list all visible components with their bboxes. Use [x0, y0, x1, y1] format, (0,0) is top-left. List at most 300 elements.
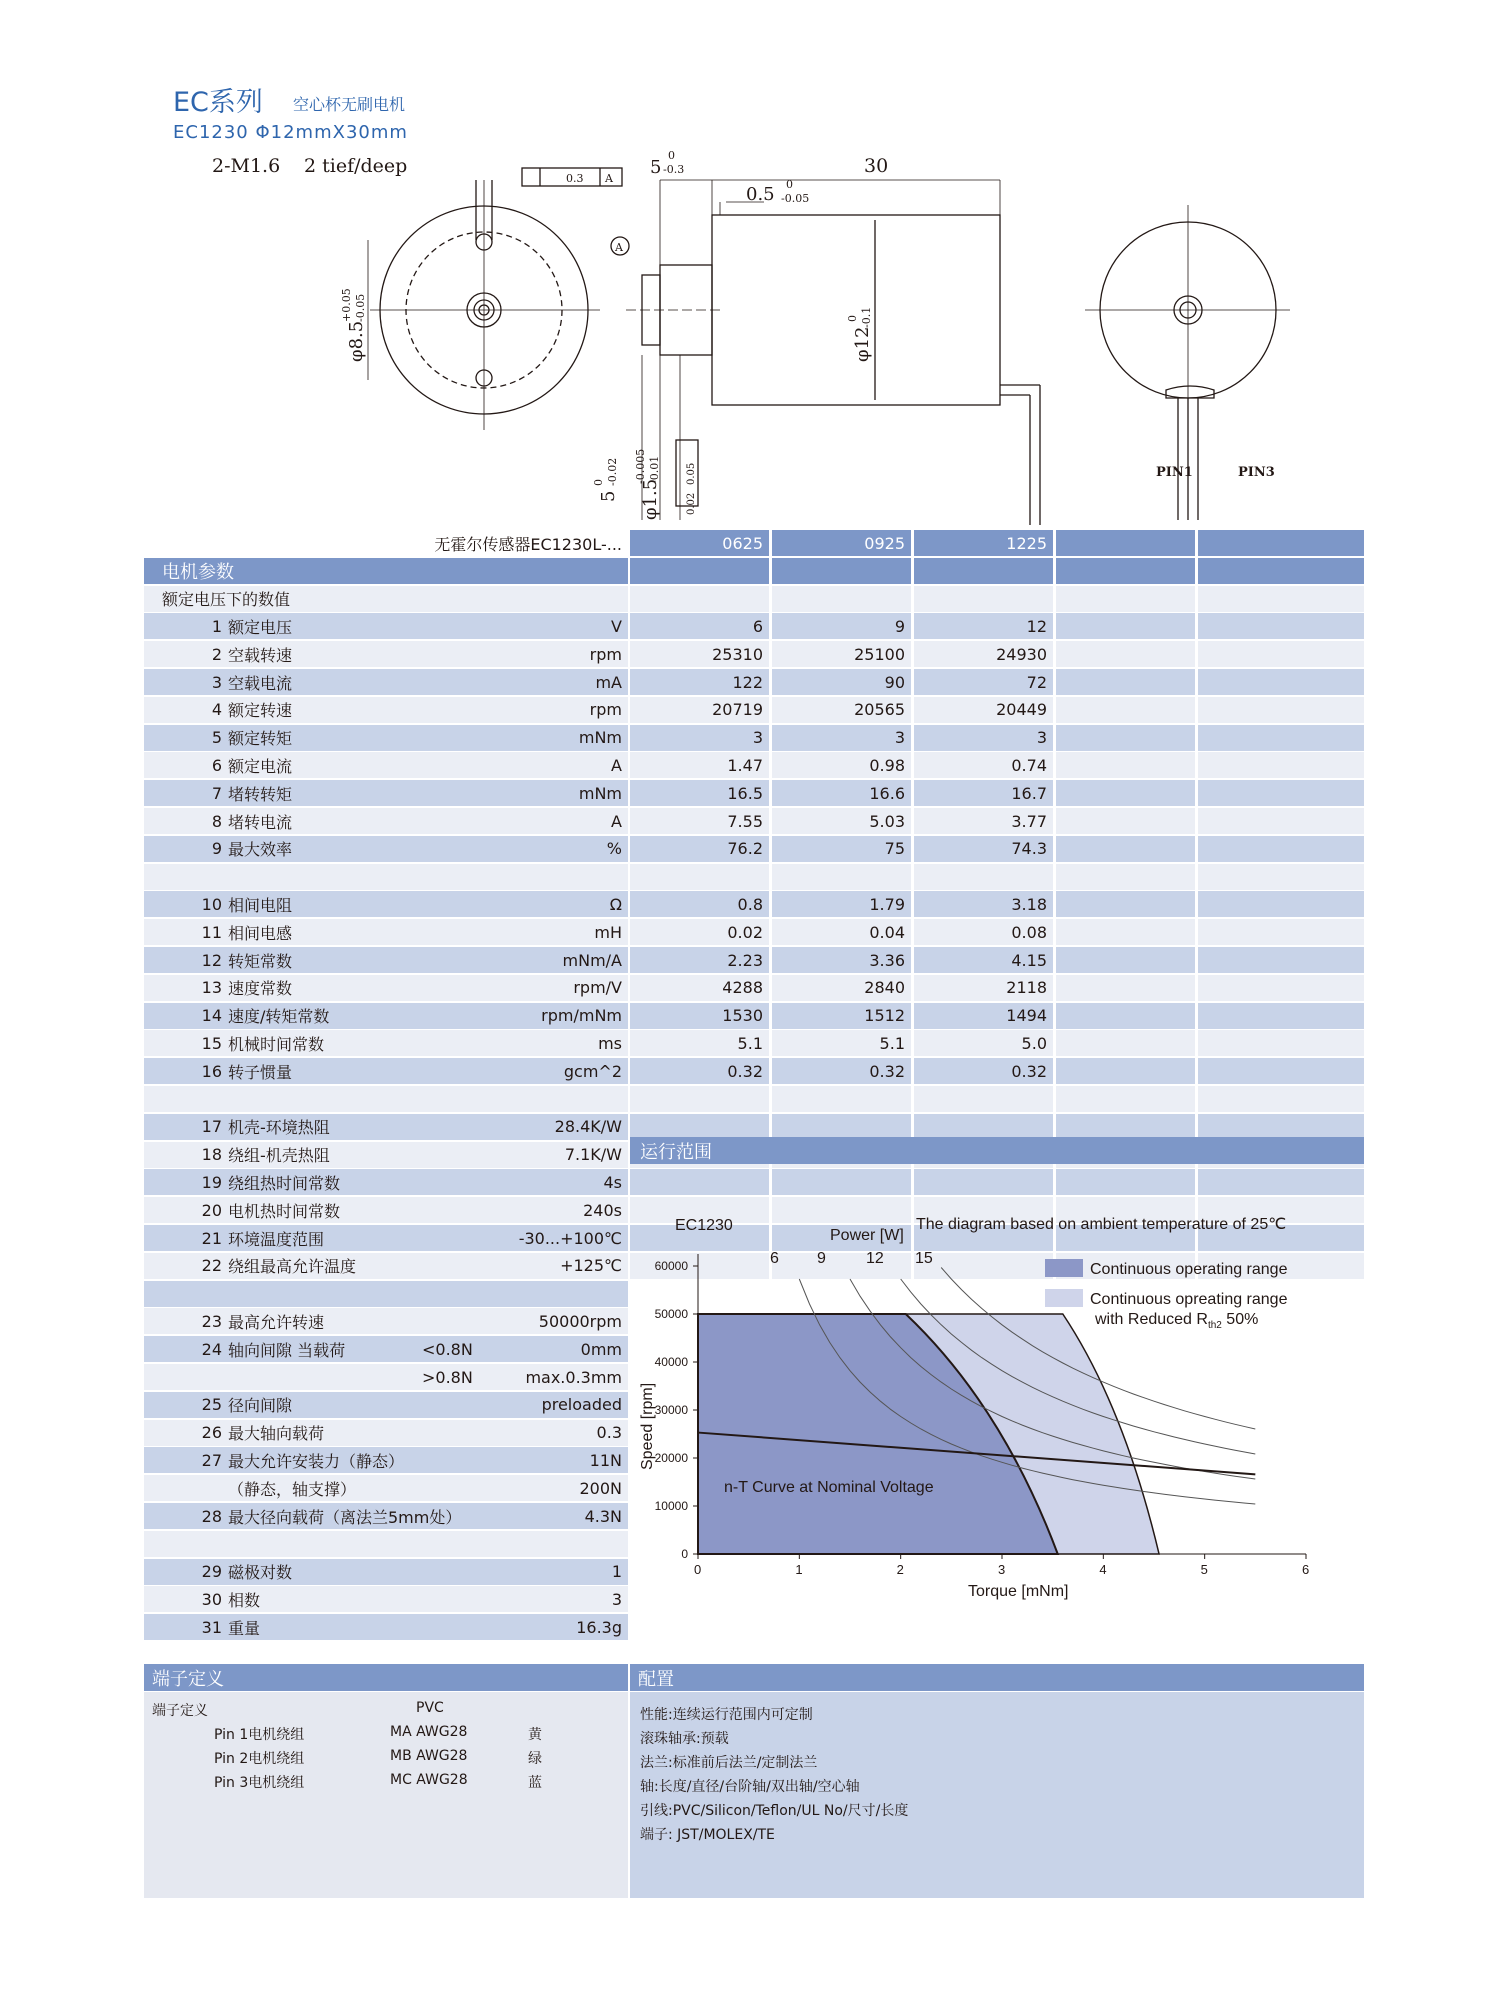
- value-cell: [630, 891, 769, 917]
- value-cell: [914, 975, 1053, 1001]
- column-header: [1198, 530, 1364, 556]
- y-tick-label: 0: [681, 1547, 688, 1561]
- spacer-row: [144, 1086, 1364, 1114]
- param-name: 额定转矩: [228, 729, 293, 749]
- value-cell: [1198, 780, 1364, 806]
- param-number: 20: [201, 1200, 222, 1220]
- param-name: （静态，轴支撑）: [228, 1479, 357, 1499]
- terminal-row: [144, 1772, 628, 1796]
- param-value: 2840: [864, 978, 905, 998]
- table-header-row: [144, 530, 1364, 558]
- param-value: 3.36: [869, 950, 905, 970]
- terminals-panel: [144, 1692, 628, 1898]
- param-number: 23: [201, 1311, 222, 1331]
- param-label-cell: [144, 752, 628, 778]
- param-number: 1: [211, 616, 222, 636]
- value-cell: [772, 1003, 911, 1029]
- param-label-cell: [144, 1447, 628, 1473]
- value-cell: [914, 641, 1053, 667]
- param-value: 0.02: [727, 922, 763, 942]
- datum-label: A: [605, 172, 613, 185]
- param-name: 相数: [228, 1590, 261, 1610]
- param-unit: rpm/V: [573, 978, 622, 998]
- param-value: preloaded: [541, 1395, 622, 1415]
- value-cell: [772, 947, 911, 973]
- param-number: 9: [211, 839, 222, 859]
- param-number: 18: [201, 1145, 222, 1165]
- param-value: 3: [611, 1589, 622, 1609]
- value-cell: [1198, 641, 1364, 667]
- thread-note: 2-M1.6: [212, 155, 281, 177]
- terminals-header: 端子定义: [144, 1664, 628, 1691]
- value-cell: [772, 1086, 911, 1112]
- datum-circle-label: A: [615, 241, 623, 254]
- column-header: [630, 530, 769, 556]
- value-cell: [630, 558, 769, 584]
- param-value: 25100: [854, 644, 905, 664]
- terminal-wire: MC AWG28: [390, 1772, 468, 1788]
- legend-reduced-text: with Reduced R: [1095, 1311, 1208, 1328]
- param-label-cell: [144, 1003, 628, 1029]
- value-cell: [1198, 697, 1364, 723]
- dim-dia12-tol-lower: -0.1: [860, 306, 873, 328]
- value-cell: [630, 1030, 769, 1056]
- param-value: 1: [611, 1562, 622, 1582]
- value-cell: [630, 836, 769, 862]
- param-label-cell: [144, 808, 628, 834]
- param-value: 50000rpm: [538, 1311, 622, 1331]
- column-header-label: 0925: [864, 533, 905, 553]
- table-row: [144, 919, 1364, 947]
- param-name: 空载电流: [228, 673, 293, 693]
- param-name: 轴向间隙 当载荷: [228, 1340, 346, 1360]
- value-cell: [772, 641, 911, 667]
- param-value: 0.08: [1011, 922, 1047, 942]
- param-unit: A: [611, 755, 622, 775]
- param-value: +125℃: [560, 1256, 622, 1276]
- param-value: 1494: [1006, 1006, 1047, 1026]
- operating-range-chart: [630, 1170, 1364, 1610]
- param-label-cell: [144, 1030, 628, 1056]
- param-name: 绕组热时间常数: [228, 1173, 341, 1193]
- param-value: 28.4K/W: [554, 1117, 622, 1137]
- param-value: 74.3: [1011, 839, 1047, 859]
- param-name: 额定电流: [228, 756, 293, 776]
- value-cell: [630, 752, 769, 778]
- terminals-title-row: [144, 1700, 628, 1724]
- param-name: 最高允许转速: [228, 1312, 325, 1332]
- section-label-cell: [144, 558, 628, 584]
- value-cell: [914, 808, 1053, 834]
- x-tick-label: 6: [1302, 1562, 1310, 1577]
- value-cell: [772, 613, 911, 639]
- value-cell: [630, 975, 769, 1001]
- param-value: 5.0: [1021, 1033, 1047, 1053]
- param-label-cell: [144, 613, 628, 639]
- param-number: 24: [201, 1339, 222, 1359]
- param-label-cell: [144, 1142, 628, 1168]
- param-name: 最大效率: [228, 840, 293, 860]
- param-name: 绕组-机壳热阻: [228, 1146, 330, 1166]
- value-cell: [914, 1003, 1053, 1029]
- table-row: [144, 1058, 1364, 1086]
- param-value: 0.32: [1011, 1061, 1047, 1081]
- value-cell: [630, 780, 769, 806]
- param-label-cell: [144, 780, 628, 806]
- param-value: 240s: [583, 1200, 622, 1220]
- param-value: 2118: [1006, 978, 1047, 998]
- y-tick-label: 50000: [654, 1307, 688, 1321]
- param-value: 7.55: [727, 811, 763, 831]
- param-value: 24930: [996, 644, 1047, 664]
- table-row: [144, 975, 1364, 1003]
- param-name: 速度/转矩常数: [228, 1007, 330, 1027]
- value-cell: [772, 1058, 911, 1084]
- param-number: 8: [211, 811, 222, 831]
- param-label-cell: [144, 1169, 628, 1195]
- value-cell: [1056, 1114, 1195, 1140]
- param-value: -30...+100℃: [518, 1228, 622, 1248]
- dim-length: 30: [864, 155, 889, 177]
- value-cell: [914, 613, 1053, 639]
- table-row: [144, 613, 1364, 641]
- column-header: [914, 530, 1053, 556]
- param-label-cell: [144, 1420, 628, 1446]
- legend-reduced-subscript: th2: [1207, 1320, 1222, 1331]
- value-cell: [1198, 613, 1364, 639]
- dim-shaft-tol-lower: -0.01: [648, 455, 661, 484]
- table-row: [144, 752, 1364, 780]
- series-subtitle: 空心杯无刷电机: [293, 95, 406, 114]
- param-value: 0.32: [727, 1061, 763, 1081]
- x-axis-label: Torque [mNm]: [968, 1583, 1069, 1600]
- value-cell: [914, 669, 1053, 695]
- dim-5b-tol-upper: 0: [592, 479, 605, 486]
- value-cell: [630, 1114, 769, 1140]
- param-unit: %: [606, 839, 622, 859]
- y-tick-label: 60000: [654, 1259, 688, 1273]
- column-header-label: 1225: [1006, 533, 1047, 553]
- sensor-label: 无霍尔传感器EC1230L-...: [434, 534, 622, 554]
- value-cell: [630, 669, 769, 695]
- value-cell: [1198, 1003, 1364, 1029]
- param-unit: rpm: [589, 700, 622, 720]
- param-name: 机壳-环境热阻: [228, 1118, 330, 1138]
- terminal-pin: Pin 3电机绕组: [214, 1775, 305, 1791]
- value-cell: [772, 975, 911, 1001]
- value-cell: [772, 1114, 911, 1140]
- param-value: 5.03: [869, 811, 905, 831]
- param-label-cell: [144, 1586, 628, 1612]
- param-value: 3: [1036, 728, 1047, 748]
- param-value: 20565: [854, 700, 905, 720]
- param-number: 11: [201, 922, 222, 942]
- param-label-cell: [144, 1336, 628, 1362]
- param-label-cell: [144, 669, 628, 695]
- table-row: [144, 641, 1364, 669]
- param-value: 4288: [722, 978, 763, 998]
- param-label-cell: [144, 975, 628, 1001]
- param-value: 90: [884, 672, 905, 692]
- param-value: 6: [752, 616, 763, 636]
- sensor-label-cell: [144, 530, 628, 556]
- value-cell: [1198, 808, 1364, 834]
- value-cell: [630, 725, 769, 751]
- dim-5b-tol-lower: -0.02: [606, 457, 619, 486]
- thread-depth: 2 tief/deep: [304, 155, 408, 177]
- table-row: [144, 697, 1364, 725]
- value-cell: [630, 641, 769, 667]
- value-cell: [1056, 641, 1195, 667]
- dim-dia85: φ8.5: [346, 320, 367, 362]
- value-cell: [914, 1086, 1053, 1112]
- param-value: 200N: [579, 1478, 622, 1498]
- param-name: 径向间隙: [228, 1396, 293, 1416]
- value-cell: [914, 1030, 1053, 1056]
- param-value: 1.47: [727, 755, 763, 775]
- param-label-cell: [144, 697, 628, 723]
- x-tick-label: 1: [795, 1562, 803, 1577]
- chart-header: 运行范围: [630, 1137, 1364, 1164]
- value-cell: [1056, 586, 1195, 612]
- param-name: 堵转转矩: [228, 784, 293, 804]
- param-value: 7.1K/W: [564, 1145, 622, 1165]
- param-name: 最大轴向载荷: [228, 1424, 325, 1444]
- terminal-color: 蓝: [528, 1775, 542, 1791]
- value-cell: [1056, 836, 1195, 862]
- legend-swatch-continuous: [1045, 1259, 1083, 1277]
- terminal-wire: MB AWG28: [390, 1748, 468, 1764]
- value-cell: [1056, 1058, 1195, 1084]
- param-value: 3.77: [1011, 811, 1047, 831]
- param-number: 17: [201, 1117, 222, 1137]
- value-cell: [1056, 919, 1195, 945]
- param-label-cell: [144, 1114, 628, 1140]
- value-cell: [1056, 947, 1195, 973]
- param-value: 0mm: [580, 1339, 622, 1359]
- dim-shaft: φ1.5: [640, 478, 661, 520]
- param-label-cell: [144, 1503, 628, 1529]
- param-value: 0.04: [869, 922, 905, 942]
- param-number: 19: [201, 1172, 222, 1192]
- param-number: 10: [201, 894, 222, 914]
- dim-5b: 5: [598, 490, 619, 502]
- param-name: 最大径向载荷（离法兰5mm处）: [228, 1507, 462, 1527]
- param-number: 7: [211, 783, 222, 803]
- value-cell: [630, 1086, 769, 1112]
- param-name: 空载转速: [228, 645, 293, 665]
- power-label: Power [W]: [830, 1227, 904, 1244]
- dim-shaft-tol-upper: -0.005: [634, 448, 647, 484]
- config-panel: [630, 1692, 1364, 1898]
- value-cell: [772, 808, 911, 834]
- value-cell: [630, 1003, 769, 1029]
- legend-reduced-line1: Continuous opreating range: [1090, 1291, 1288, 1308]
- param-value: 4.15: [1011, 950, 1047, 970]
- tol-conc: 0.05: [686, 462, 697, 485]
- y-tick-label: 40000: [654, 1355, 688, 1369]
- value-cell: [914, 919, 1053, 945]
- spacer-cell: [144, 864, 628, 890]
- param-value: 16.7: [1011, 783, 1047, 803]
- value-cell: [1198, 919, 1364, 945]
- param-name: 最大允许安装力（静态）: [228, 1451, 405, 1471]
- config-header: 配置: [630, 1664, 1364, 1691]
- terminal-pin: Pin 2电机绕组: [214, 1751, 305, 1767]
- param-unit: rpm/mNm: [541, 1006, 622, 1026]
- table-row: [144, 836, 1364, 864]
- nt-curve-label: n-T Curve at Nominal Voltage: [724, 1479, 934, 1496]
- param-label-cell: [144, 1197, 628, 1223]
- value-cell: [1198, 1114, 1364, 1140]
- param-name: 转矩常数: [228, 951, 293, 971]
- dim-dia12: φ12: [852, 326, 873, 362]
- param-name: 相间电感: [228, 923, 293, 943]
- value-cell: [1198, 864, 1364, 890]
- param-name: 机械时间常数: [228, 1034, 325, 1054]
- value-cell: [1056, 780, 1195, 806]
- param-value: 75: [884, 839, 905, 859]
- param-value: 0.32: [869, 1061, 905, 1081]
- param-value: 20449: [996, 700, 1047, 720]
- x-tick-label: 2: [896, 1562, 904, 1577]
- value-cell: [914, 697, 1053, 723]
- config-line: 性能:连续运行范围内可定制: [640, 1707, 813, 1723]
- dim-05: 0.5: [746, 184, 775, 205]
- param-name: 速度常数: [228, 979, 293, 999]
- y-tick-label: 20000: [654, 1451, 688, 1465]
- tol-flatness: 0.3: [566, 172, 584, 185]
- param-number: 2: [211, 644, 222, 664]
- subheader-label: 额定电压下的数值: [162, 590, 291, 610]
- param-name: 电机热时间常数: [228, 1201, 341, 1221]
- x-tick-label: 3: [998, 1562, 1006, 1577]
- value-cell: [772, 558, 911, 584]
- dim-05-tol-lower: -0.05: [781, 192, 810, 205]
- param-label-cell: [144, 1475, 628, 1501]
- param-name: 磁极对数: [228, 1563, 293, 1583]
- param-value: 25310: [712, 644, 763, 664]
- legend-reduced-line2: [1094, 1311, 1258, 1331]
- param-label-cell: [144, 1392, 628, 1418]
- param-value: 1512: [864, 1006, 905, 1026]
- tol-runout: 0.02: [686, 492, 697, 515]
- value-cell: [1198, 891, 1364, 917]
- chart-title: EC1230: [675, 1217, 733, 1234]
- value-cell: [914, 836, 1053, 862]
- value-cell: [1056, 752, 1195, 778]
- param-value: 72: [1026, 672, 1047, 692]
- param-label-cell: [144, 919, 628, 945]
- terminal-row: [144, 1724, 628, 1748]
- value-cell: [1056, 669, 1195, 695]
- value-cell: [914, 752, 1053, 778]
- value-cell: [630, 586, 769, 612]
- param-number: 16: [201, 1061, 222, 1081]
- dim-5: 5: [650, 157, 662, 178]
- x-tick-label: 0: [694, 1562, 702, 1577]
- param-number: 6: [211, 755, 222, 775]
- table-row: [144, 808, 1364, 836]
- param-number: 13: [201, 978, 222, 998]
- param-label-cell: [144, 1364, 628, 1390]
- config-line: 引线:PVC/Silicon/Teflon/UL No/尺寸/长度: [640, 1803, 909, 1819]
- param-value: 12: [1026, 616, 1047, 636]
- value-cell: [914, 891, 1053, 917]
- param-label-cell: [144, 1058, 628, 1084]
- dim-dia85-tol-upper: +0.05: [340, 288, 353, 322]
- table-row: [144, 947, 1364, 975]
- param-unit: ms: [598, 1033, 622, 1053]
- param-label-cell: [144, 725, 628, 751]
- param-name: 转子惯量: [228, 1062, 293, 1082]
- value-cell: [1056, 808, 1195, 834]
- subheader-label-cell: [144, 586, 628, 612]
- terminal-color: 绿: [528, 1751, 542, 1767]
- legend-reduced-suffix: 50%: [1221, 1311, 1259, 1328]
- param-value: 16.3g: [576, 1617, 622, 1637]
- param-value: 3: [894, 728, 905, 748]
- param-number: 26: [201, 1423, 222, 1443]
- value-cell: [1198, 836, 1364, 862]
- value-cell: [772, 725, 911, 751]
- value-cell: [1198, 1086, 1364, 1112]
- param-name: 额定电压: [228, 617, 293, 637]
- legend-swatch-reduced: [1045, 1289, 1083, 1307]
- value-cell: [630, 919, 769, 945]
- param-number: 28: [201, 1506, 222, 1526]
- table-row: [144, 725, 1364, 753]
- table-row: [144, 891, 1364, 919]
- legend-continuous: Continuous operating range: [1090, 1261, 1288, 1278]
- terminals-title: 端子定义: [152, 1703, 208, 1719]
- param-value: 4s: [603, 1172, 622, 1192]
- param-unit: mA: [595, 672, 622, 692]
- param-value: 2.23: [727, 950, 763, 970]
- y-tick-label: 30000: [654, 1403, 688, 1417]
- dim-5-tol-upper: 0: [668, 149, 675, 162]
- value-cell: [914, 1114, 1053, 1140]
- param-number: 22: [201, 1256, 222, 1276]
- param-label-cell: [144, 641, 628, 667]
- value-cell: [914, 586, 1053, 612]
- value-cell: [1198, 975, 1364, 1001]
- value-cell: [1198, 669, 1364, 695]
- param-unit: mNm/A: [562, 950, 622, 970]
- param-number: 15: [201, 1033, 222, 1053]
- param-name: 重量: [228, 1618, 261, 1638]
- x-tick-label: 5: [1200, 1562, 1208, 1577]
- y-tick-label: 10000: [654, 1499, 688, 1513]
- spacer-cell: [144, 1531, 628, 1557]
- dim-dia12-tol-upper: 0: [846, 315, 859, 322]
- param-unit: mNm: [578, 728, 622, 748]
- param-label-cell: [144, 947, 628, 973]
- value-cell: [772, 586, 911, 612]
- param-condition: <0.8N: [422, 1339, 473, 1359]
- y-axis-label: Speed [rpm]: [639, 1382, 656, 1470]
- param-number: 12: [201, 950, 222, 970]
- value-cell: [1056, 725, 1195, 751]
- config-line: 法兰:标准前后法兰/定制法兰: [640, 1755, 818, 1771]
- value-cell: [1198, 947, 1364, 973]
- param-value: 16.6: [869, 783, 905, 803]
- value-cell: [914, 947, 1053, 973]
- param-value: 16.5: [727, 783, 763, 803]
- param-value: 0.98: [869, 755, 905, 775]
- column-header: [772, 530, 911, 556]
- subheader-row: [144, 586, 1364, 614]
